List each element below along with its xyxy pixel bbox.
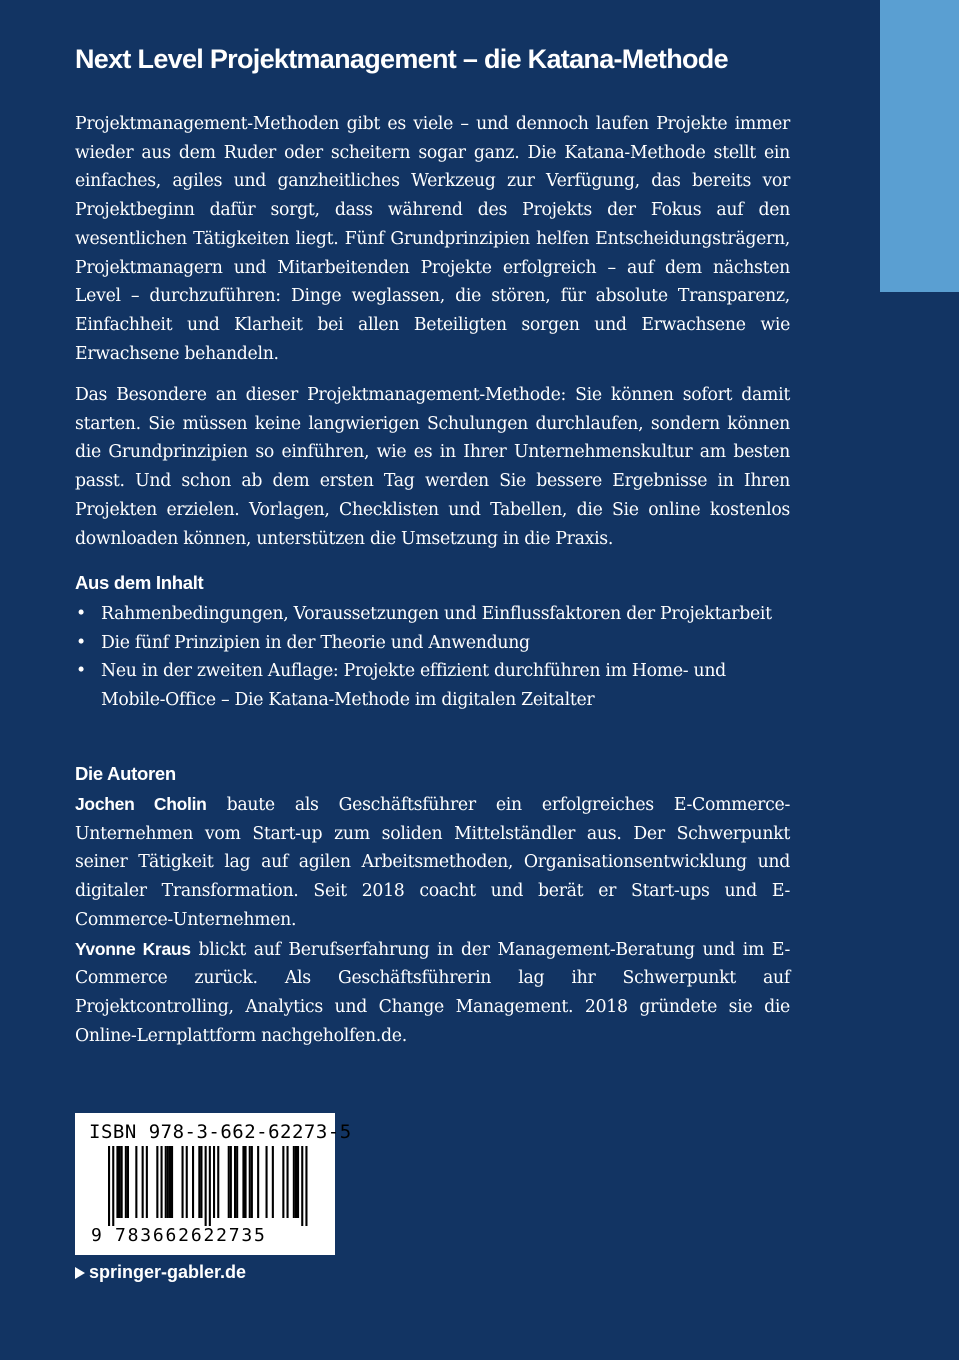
author-bio <box>75 935 790 1051</box>
barcode-bar <box>266 1146 268 1218</box>
barcode-bar <box>297 1146 299 1218</box>
barcode-bar <box>213 1146 215 1218</box>
barcode-bar <box>116 1146 118 1218</box>
barcode-bar <box>251 1146 253 1218</box>
barcode-bar <box>257 1146 259 1218</box>
barcode-bar <box>165 1146 167 1218</box>
contents-list <box>75 600 790 715</box>
author-name: Yvonne Kraus <box>75 938 191 959</box>
method-paragraph: Das Besondere an dieser Projektmanagement-Methode: Sie können sofort damit starten. Sie müssen keine langwierigen Schulungen durchlaufen, sondern können die Grundprinzipien so einführen, wie es in Ihrer Unternehmenskultur am besten passt. Und schon ab dem ersten Tag werden Sie bessere Ergebnisse in Ihren Projekten erzielen. Vorlagen, Checklisten und Tabellen, die Sie online kostenlos downloaden können, unterstützen die Umsetzung in die Praxis. <box>75 385 790 549</box>
arrow-right-icon <box>75 1267 85 1279</box>
barcode-bar <box>234 1146 236 1218</box>
barcode-bar <box>217 1146 219 1218</box>
contents-item: • Die fünf Prinzipien in der Theorie und Anwendung <box>75 629 790 658</box>
barcode-bar <box>205 1146 207 1226</box>
barcode-bar <box>146 1146 148 1218</box>
isbn-label: ISBN 978-3-662-62273-5 <box>89 1121 352 1143</box>
publisher-link[interactable] <box>75 1262 246 1283</box>
barcode-bar <box>119 1146 121 1218</box>
barcode-bar <box>282 1146 284 1218</box>
barcode-bar <box>192 1146 194 1218</box>
barcode-bar <box>198 1146 200 1218</box>
barcode-bar <box>230 1146 232 1218</box>
barcode-bar <box>200 1146 202 1218</box>
barcode-bar <box>242 1146 244 1218</box>
author-bio <box>75 790 790 935</box>
author-name: Jochen Cholin <box>75 794 207 814</box>
barcode-bar <box>127 1146 129 1218</box>
barcode-bars <box>108 1146 318 1226</box>
barcode-bar <box>245 1146 247 1218</box>
barcode-bar <box>156 1146 158 1218</box>
barcode-bar <box>182 1146 184 1218</box>
authors-heading: Die Autoren <box>75 763 176 784</box>
barcode-bar <box>121 1146 123 1218</box>
barcode-bar <box>249 1146 251 1218</box>
barcode-bar <box>186 1146 188 1218</box>
contents-heading: Aus dem Inhalt <box>75 572 204 593</box>
ean-digits: 783662622735 <box>115 1225 267 1246</box>
intro-paragraph: Projektmanagement-Methoden gibt es viele – und dennoch laufen Projekte immer wieder aus dem Ruder oder scheitern sogar ganz. Die Katana-Methode stellt ein einfaches, agiles und ganzheitliches Werkzeug zur Verfügung, das bereits vor Projektbeginn dafür sorgt, dass während des Projekts der Fokus auf den wesentlichen Tätigkeiten liegt. Fünf Grundprinzipien helfen Entscheidungsträgern, Projektmanagern und Mitarbeitenden Projekte erfolgreich – auf dem nächsten Level – durchzuführen: Dinge weglassen, die stören, für absolute Transparenz, Einfachheit und Klarheit bei allen Beteiligten sorgen und Erwachsene wie Erwachsene behandeln. <box>75 114 790 364</box>
barcode-bar <box>293 1146 295 1218</box>
barcode-bar <box>305 1146 307 1226</box>
barcode-bar <box>167 1146 169 1218</box>
barcode-bar <box>108 1146 110 1226</box>
authors-section <box>75 790 790 1050</box>
barcode-bar <box>295 1146 297 1218</box>
barcode-bar <box>161 1146 163 1218</box>
barcode-bar <box>228 1146 230 1218</box>
contents-item: • Neu in der zweiten Auflage: Projekte effizient durchführen im Home- und Mobile-Office – Die Katana-Methode im digitalen Zeitalter <box>75 657 790 714</box>
barcode-bar <box>169 1146 171 1218</box>
ean-first-digit: 9 <box>91 1225 102 1246</box>
isbn-barcode <box>75 1113 352 1255</box>
barcode-bar <box>236 1146 238 1218</box>
barcode-bar <box>125 1146 127 1218</box>
author-bio-text: blickt auf Berufserfahrung in der Management-Beratung und im E-Commerce zurück. Als Geschäftsführerin lag ihr Schwerpunkt auf Projektcontrolling, Analytics und Change Management. 2018 gründete sie die Online-Lernplattform nachgeholfen.de. <box>75 939 791 1046</box>
barcode-bar <box>209 1146 211 1226</box>
contents-item: • Rahmenbedingungen, Voraussetzungen und Einflussfaktoren der Projektarbeit <box>75 600 790 629</box>
barcode-bar <box>135 1146 137 1218</box>
website-text: springer-gabler.de <box>89 1262 247 1282</box>
barcode-bar <box>287 1146 289 1218</box>
author-bio-text: baute als Geschäftsführer ein erfolgreiches E-Commerce-Unternehmen vom Start-up zum soliden Mittelständler aus. Der Schwerpunkt seiner Tätigkeit lag auf agilen Arbeitsmethoden, Organisationsentwicklung und digitaler Transformation. Seit 2018 coacht und berät er Start-ups und E-Commerce-Unternehmen. <box>75 795 790 930</box>
barcode-bar <box>142 1146 144 1218</box>
barcode-bar <box>112 1146 114 1226</box>
book-title: Next Level Projektmanagement – die Katana-Methode <box>75 44 728 74</box>
barcode-bar <box>301 1146 303 1226</box>
barcode-bar <box>171 1146 173 1218</box>
accent-tab <box>880 0 959 292</box>
barcode-bar <box>272 1146 274 1218</box>
